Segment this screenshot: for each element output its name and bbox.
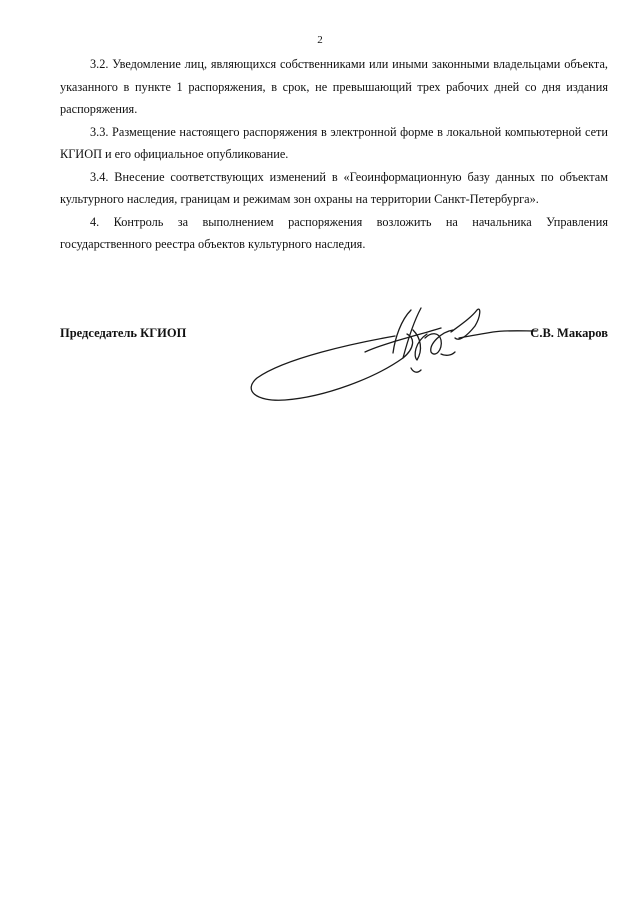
- signature-block: [60, 298, 608, 408]
- paragraph-4: 4. Контроль за выполнением распоряжения возложить на начальника Управления государственного реестра объектов культурного наследия.: [60, 214, 608, 251]
- page-number: 2: [317, 34, 323, 46]
- signer-title: Председатель КГИОП: [60, 326, 187, 340]
- signer-name: С.В. Макаров: [530, 326, 608, 340]
- paragraph-3-3: 3.3. Размещение настоящего распоряжения в электронной форме в локальной компьютерной сети КГИОП и его официальное опубликование.: [60, 124, 608, 161]
- handwritten-signature: [245, 298, 565, 408]
- paragraph-3-2: 3.2. Уведомление лиц, являющихся собственниками или иными законными владельцами объекта, указанного в пункте 1 распоряжения, в срок, не превышающий трех рабочих дней со дня издания распоряжения.: [60, 57, 608, 116]
- document-body: [60, 53, 608, 256]
- paragraph-3-4: 3.4. Внесение соответствующих изменений в «Геоинформационную базу данных по объектам культурного наследия, границам и режимам зон охраны на территории Санкт-Петербурга».: [60, 169, 608, 206]
